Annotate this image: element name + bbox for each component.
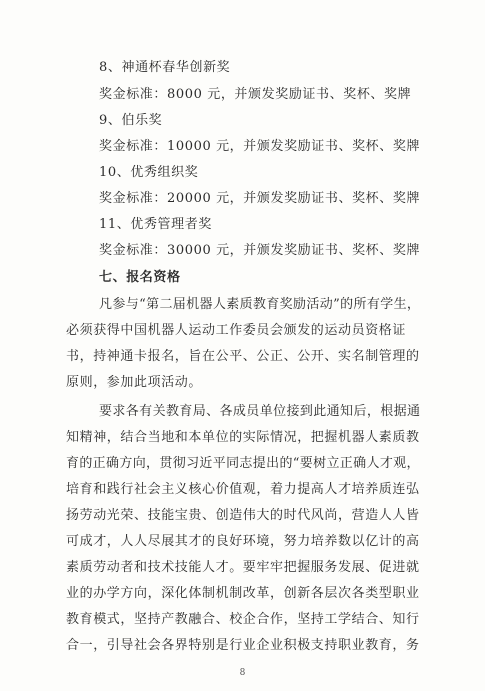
award-8-name: 8、神通杯春华创新奖 xyxy=(99,60,231,75)
section-heading: 七、报名资格 xyxy=(99,270,181,285)
paragraph2-line: 教育模式，坚持产教融合、校企合作，坚持工学结合、知行 xyxy=(66,612,420,627)
paragraph1-line: 必须获得中国机器人运动工作委员会颁发的运动员资格证 xyxy=(66,323,407,338)
award-9-name: 9、伯乐奖 xyxy=(99,113,163,128)
paragraph2-line: 扬劳动光荣、技能宝贵、创造伟大的时代风尚，营造人人皆 xyxy=(66,508,420,523)
paragraph2-line: 培育和践行社会主义核心价值观，着力提高人才培养质连弘 xyxy=(66,482,420,497)
award-10-name: 10、优秀组织奖 xyxy=(99,165,199,180)
paragraph2-line: 合一，引导社会各界特别是行业企业积极支持职业教育，务 xyxy=(66,638,420,653)
award-11-name: 11、优秀管理者奖 xyxy=(99,217,212,232)
page-number: 8 xyxy=(239,668,246,678)
paragraph2-line: 要求各有关教育局、各成员单位接到此通知后，根据通 xyxy=(99,404,421,419)
paragraph2-line: 育的正确方向，贯彻习近平同志提出的“要树立正确人才观， xyxy=(66,456,420,471)
award-11-standard: 奖金标准：30000 元，并颁发奖励证书、奖杯、奖牌 xyxy=(99,243,421,258)
paragraph2-line: 业的办学方向，深化体制机制改革，创新各层次各类型职业 xyxy=(66,586,420,601)
paragraph1-line: 原则，参加此项活动。 xyxy=(66,375,203,390)
paragraph1-line: 凡参与“第二届机器人素质教育奖励活动”的所有学生， xyxy=(99,297,421,312)
award-8-standard: 奖金标准：8000 元，并颁发奖励证书、奖杯、奖牌 xyxy=(99,87,412,102)
paragraph2-line: 素质劳动者和技术技能人才。要牢牢把握服务发展、促进就 xyxy=(66,560,420,575)
award-9-standard: 奖金标准：10000 元，并颁发奖励证书、奖杯、奖牌 xyxy=(99,139,421,154)
paragraph2-line: 可成才，人人尽展其才的良好环境，努力培养数以亿计的高 xyxy=(66,534,420,549)
award-10-standard: 奖金标准：20000 元，并颁发奖励证书、奖杯、奖牌 xyxy=(99,191,421,206)
paragraph1-line: 书，持神通卡报名，旨在公平、公正、公开、实名制管理的 xyxy=(66,349,420,364)
paragraph2-line: 知精神，结合当地和本单位的实际情况，把握机器人素质教 xyxy=(66,430,420,445)
